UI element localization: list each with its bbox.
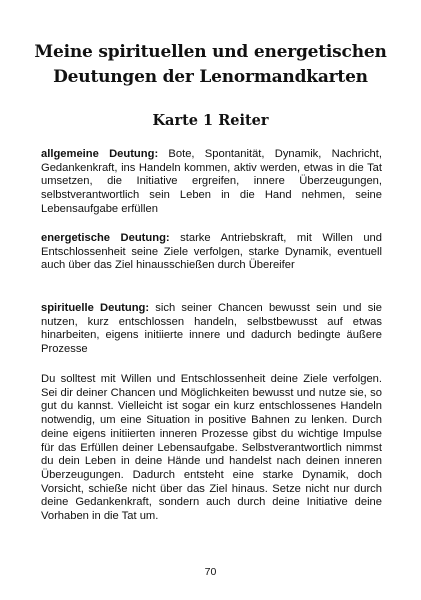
spiritual-meaning-text: sich seiner Chancen bewusst sein und sie nutzen, kurz entschlossen handeln, selbstbewusst auf etwas hinarbeiten, eigens initiierte innere und dadurch bedingte äußere Prozesse	[41, 302, 382, 356]
energetic-meaning-paragraph	[41, 232, 382, 273]
energetic-meaning-label: energetische Deutung:	[41, 232, 170, 244]
general-meaning-paragraph	[41, 148, 382, 217]
spiritual-meaning-label: spirituelle Deutung:	[41, 302, 150, 314]
page-number: 70	[204, 566, 217, 578]
body-paragraph: Du solltest mit Willen und Entschlossenheit deine Ziele verfolgen. Sei dir deiner Chancen und Möglichkeiten bewusst und nutze sie, so gut du kannst. Vielleicht ist sogar ein kurz entschlossenes Handeln notwendig, um eine Situation in positive Bahnen zu lenken. Durch deine eigens initiierten inneren Prozesse gibst du wichtige Impulse für das Erfüllen deiner Lebensaufgabe. Selbstverantwortlich nimmst du dein Leben in deine Hände und handelst nach deinen inneren Überzeugungen. Dadurch entsteht eine starke Dynamik, doch Vorsicht, schieße nicht über das Ziel hinaus. Setze nicht nur durch deine Gedankenkraft, sondern auch durch deine Initiative deine Vorhaben in die Tat um.	[41, 373, 382, 523]
page-title: Meine spirituellen und energetischen Deutungen der Lenormandkarten	[34, 42, 387, 87]
general-meaning-label: allgemeine Deutung:	[41, 148, 159, 160]
energetic-meaning-text: starke Antriebskraft, mit Willen und Entschlossenheit seine Ziele verfolgen, starke Dynamik, eventuell auch über das Ziel hinausschießen durch Übereifer	[41, 232, 382, 272]
general-meaning-text: Bote, Spontanität, Dynamik, Nachricht, Gedankenkraft, ins Handeln kommen, aktiv werden, etwas in die Tat umsetzen, die Initiative ergreifen, innere Überzeugungen, selbstverantwortlich sein Leben in die Hand nehmen, seine Lebensaufgabe erfüllen	[41, 148, 382, 215]
card-heading: Karte 1 Reiter	[152, 112, 269, 129]
spiritual-meaning-paragraph	[41, 302, 382, 357]
